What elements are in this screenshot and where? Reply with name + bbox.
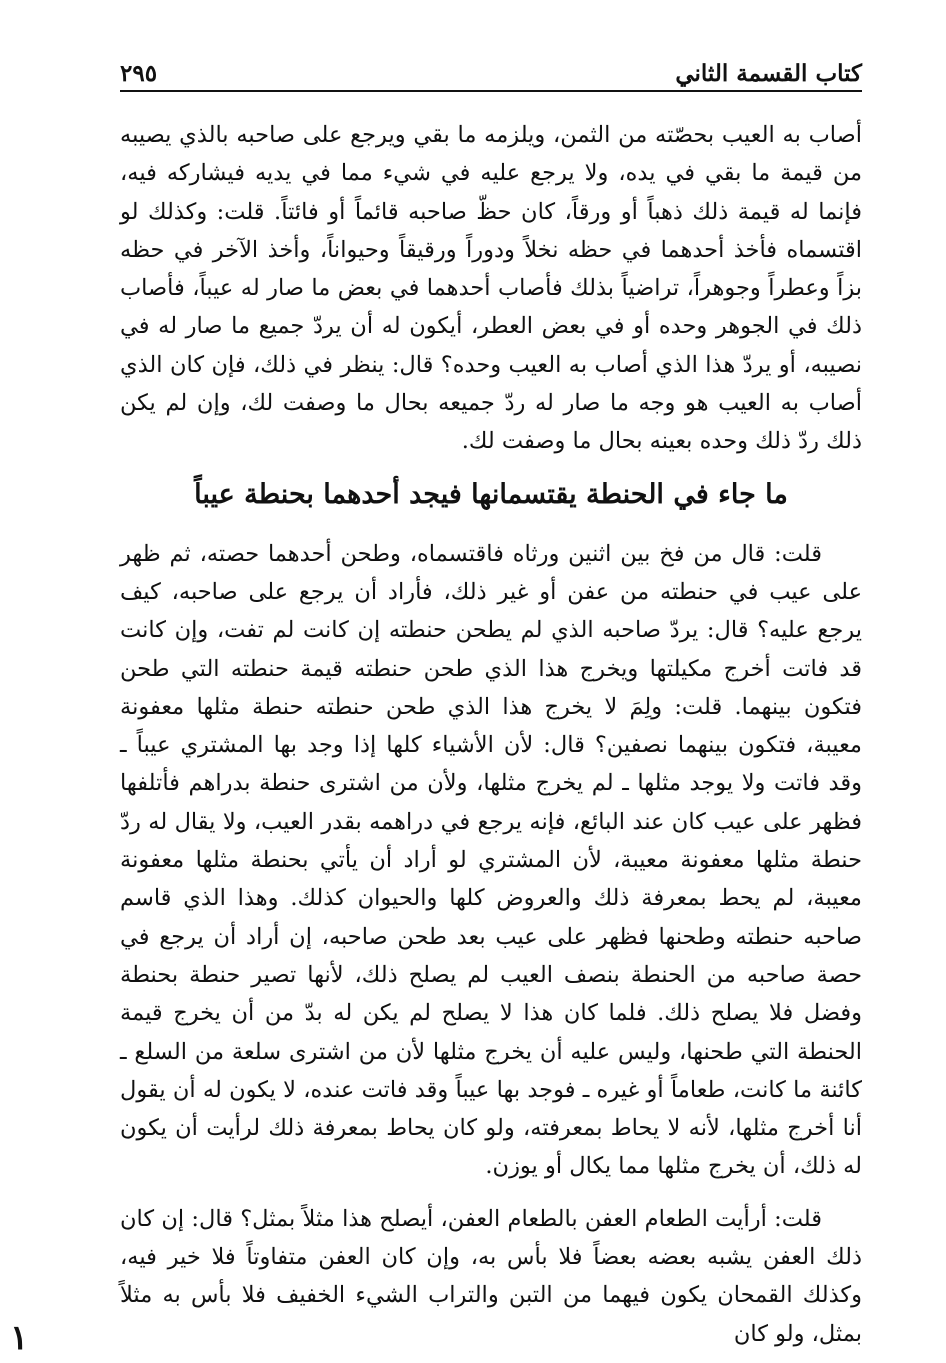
page-header bbox=[120, 56, 862, 92]
paragraph-gap bbox=[120, 1186, 862, 1200]
paragraph-wheat-division: قلت: قال من فخ بين اثنين ورثاه فاقتسماه، وطحن أحدهما حصته، ثم ظهر على عيب في حنطته من عفن أو غير ذلك، فأراد أن يرجع على صاحبه، كيف يرجع عليه؟ قال: يردّ صاحبه الذي لم يطحن حنطته إن كانت لم تفت، وإن كانت قد فاتت أخرج مكيلتها ويخرج هذا الذي طحن حنطته قيمة حنطته التي طحن فتكون بينهما. قلت: ولِمَ لا يخرج هذا الذي طحن حنطته حنطة مثلها معفونة معيبة، فتكون بينهما نصفين؟ قال: لأن الأشياء كلها إذا وجد بها المشتري عيباً ـ وقد فاتت ولا يوجد مثلها ـ لم يخرج مثلها، ولأن من اشترى حنطة بدراهم فأتلفها فظهر على عيب كان عند البائع، فإنه يرجع في دراهمه بقدر العيب، ولا يقال له ردّ حنطة مثلها معفونة معيبة، لأن المشتري لو أراد أن يأتي بحنطة مثلها معفونة معيبة، لم يحط بمعرفة ذلك والعروض كلها والحيوان كذلك. وهذا الذي قاسم صاحبه حنطته وطحنها فظهر على عيب بعد طحن صاحبه، إن أراد أن يرجع في حصة صاحبه من الحنطة بنصف العيب لم يصلح ذلك، لأنها تصير حنطة بحنطة وفضل فلا يصلح ذلك. فلما كان هذا لا يصلح لم يكن له بدّ من أن يخرج قيمة الحنطة التي طحنها، وليس عليه أن يخرج مثلها لأن من اشترى سلعة من السلع ـ كائنة ما كانت، طعاماً أو غيره ـ فوجد بها عيباً وقد فاتت عنده، لا يكون له أن يقول أنا أخرج مثلها، لأنه لا يحاط بمعرفته، ولو كان يحاط بمعرفة ذلك لرأيت أن يكون له ذلك، أن يخرج مثلها مما يكال أو يوزن. bbox=[120, 540, 862, 1180]
corner-mark: ١ bbox=[10, 1318, 29, 1358]
page-number: ٢٩٥ bbox=[120, 60, 158, 87]
section-heading: ما جاء في الحنطة يقتسمانها فيجد أحدهما بحنطة عيباً bbox=[194, 478, 788, 510]
paragraph-spoiled-food: قلت: أرأيت الطعام العفن بالطعام العفن، أيصلح هذا مثلاً بمثل؟ قال: إن كان ذلك العفن يشبه بعضه بعضاً فلا بأس به، وإن كان العفن متفاوتاً فلا خير فيه، وكذلك القمحان يكون فيهما من التبن والتراب الشيء الخفيف فلا بأس به مثلاً بمثل، ولو كان bbox=[120, 1205, 862, 1347]
paragraph-continuation: أصاب به العيب بحصّته من الثمن، ويلزمه ما بقي ويرجع على صاحبه بالذي يصيبه من قيمة ما بقي في يده، ولا يرجع عليه في شيء مما في يديه فيشاركه فيه، فإنما له قيمة ذلك ذهباً أو ورقاً، كان حظّ صاحبه قائماً أو فائتاً. قلت: وكذلك لو اقتسماه فأخذ أحدهما في حظه نخلاً ودوراً ورقيقاً وحيواناً، وأخذ الآخر في حظه بزاً وعطراً وجوهراً، تراضياً بذلك فأصاب أحدهما في بعض ما صار له عيباً، فأصاب ذلك في الجوهر وحده أو في بعض العطر، أيكون له أن يردّ جميع ما صار له في نصيبه، أو يردّ هذا الذي أصاب به العيب وحده؟ قال: ينظر في ذلك، فإن كان الذي أصاب به العيب هو وجه ما صار له ردّ جميعه بحال ما وصفت لك، وإن لم يكن ذلك ردّ ذلك وحده بعينه بحال ما وصفت لك. bbox=[120, 122, 862, 455]
running-title: كتاب القسمة الثاني bbox=[675, 60, 862, 87]
body-text bbox=[120, 116, 862, 1353]
